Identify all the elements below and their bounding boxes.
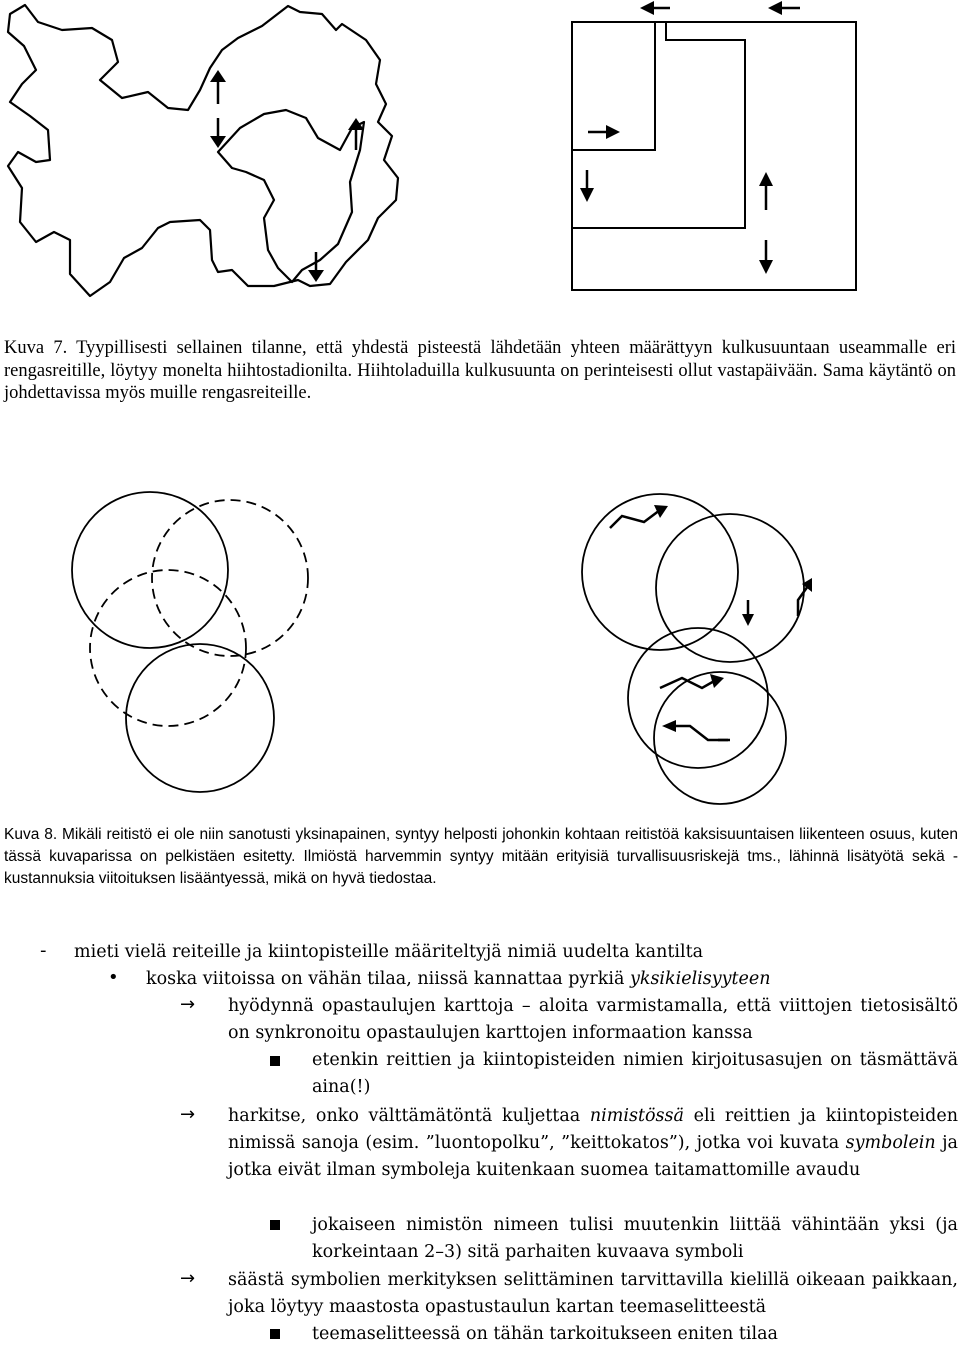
figure-8-right-circles (570, 488, 870, 808)
list-item-7: säästä symbolien merkityksen selittäminen tarvittavilla kielillä oikeaan paikkaan, joka löytyy maastosta opastustaulun kartan teemaselitteestä (228, 1270, 958, 1317)
list-item-5-text-c: ja jotka eivät ilman symboleja kuitenkaan suomea taitamattomille avaudu (228, 1133, 958, 1180)
list-item-5-emphasis-a: nimistössä (589, 1106, 684, 1126)
list-item-1: mieti vielä reiteille ja kiintopisteille määriteltyjä nimiä uudelta kantilta (74, 942, 704, 962)
list-item-2-emphasis: yksikielisyyteen (629, 969, 771, 989)
list-item-6: jokaiseen nimistön nimeen tulisi muutenkin liittää vähintään yksi (ja korkeintaan 2–3) sitä parhaiten kuvaava symboli (312, 1215, 958, 1262)
circle-top-left (72, 492, 228, 648)
list-item-8: teemaselitteessä on tähän tarkoitukseen eniten tilaa (312, 1324, 778, 1344)
outer-rectangle-route (572, 22, 856, 290)
arrow-marker-3: → (180, 1268, 196, 1289)
inner-route-line (218, 110, 364, 282)
square-bullet-2 (270, 1220, 280, 1230)
circle-bottom (126, 644, 274, 792)
list-item-4: etenkin reittien ja kiintopisteiden nimien kirjoitusasujen on täsmättävä aina(!) (312, 1050, 958, 1097)
dash-marker: - (40, 940, 47, 961)
figure-8-left-circles (60, 488, 360, 798)
arrow-marker-1: → (180, 994, 196, 1015)
list-item-5-text-a: harkitse, onko välttämätöntä kuljettaa (228, 1106, 590, 1126)
square-bullet-1 (270, 1056, 280, 1066)
figure-7-irregular-routes (0, 0, 430, 310)
figure-8-caption: Kuva 8. Mikäli reitistö ei ole niin sanotusti yksinapainen, syntyy helposti johonkin kohtaan reitistöä kaksisuuntaisen liikenteen osuus, kuten tässä kuvaparissa on pelkistäen esitetty. Ilmiöstä harvemmin syntyy mitään erityisiä turvallisuusriskejä tms., lähinnä lisätyötä sekä -kustannuksia viitoituksen lisääntyessä, mikä on hyvä tiedostaa. (4, 826, 958, 887)
list-item-5 (228, 1103, 958, 1184)
figure-7-caption: Kuva 7. Tyypillisesti sellainen tilanne, että yhdestä pisteestä lähdetään yhteen määrättyyn kulkusuuntaan useammalle eri rengasreitille, löytyy monelta hiihtostadionilta. Hiihtoladuilla kulkusuunta on perinteisesti ollut vastapäivään. Sama käytäntö on johdettavissa myös muille rengasreiteille. (4, 338, 956, 403)
list-item-2-text: koska viitoissa on vähän tilaa, niissä kannattaa pyrkiä (146, 969, 630, 989)
circle-right-4 (654, 672, 786, 804)
square-bullet-3 (270, 1329, 280, 1339)
list-item-5-emphasis-b: symbolein (845, 1133, 936, 1153)
figure-7-rectangular-routes (560, 0, 860, 300)
rect-direction-arrows (580, 1, 800, 274)
arrow-marker-2: → (180, 1104, 196, 1125)
circle-direction-arrows (610, 505, 812, 740)
circle-top-right (152, 500, 308, 656)
direction-arrows (210, 70, 364, 282)
inner-l-route (572, 22, 745, 228)
list-item-5-text-b: eli reittien ja kiintopisteiden nimissä sanoja (esim. ”luontopolku”, ”keittokatos”), jotka voi kuvata (228, 1106, 958, 1153)
list-item-2 (146, 966, 946, 993)
bullet-dot-marker: • (108, 967, 119, 988)
circle-right-3 (628, 628, 768, 768)
list-item-3: hyödynnä opastaulujen karttoja – aloita varmistamalla, että viittojen tietosisältö on synkronoitu opastaulujen karttojen informaation kanssa (228, 996, 958, 1043)
